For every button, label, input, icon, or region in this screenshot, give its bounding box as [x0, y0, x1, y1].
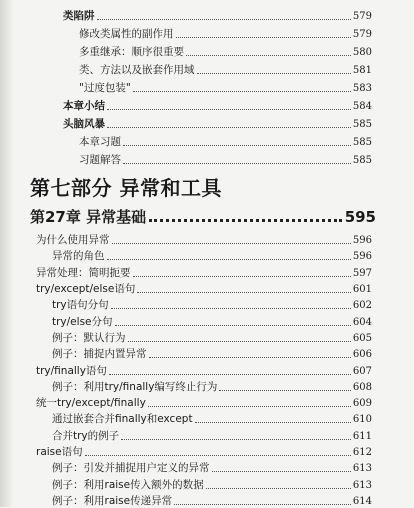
toc-entry-title: 类陷阱 [63, 10, 95, 22]
toc-entry [79, 27, 372, 41]
chapter-heading [30, 208, 376, 226]
dot-leader [97, 19, 351, 20]
toc-entry-page: 607 [352, 365, 372, 377]
toc-entry-page: 604 [352, 316, 372, 328]
toc-entry-title: 例子：捕捉内置异常 [52, 348, 147, 361]
dot-leader [195, 422, 351, 423]
toc-entry-title: "过度包装" [79, 82, 131, 94]
toc-entry-page: 579 [352, 11, 372, 22]
dot-leader [123, 163, 351, 164]
toc-entry-page: 608 [352, 381, 372, 393]
toc-entry-page: 612 [352, 447, 372, 459]
toc-entry-title: 修改类属性的副作用 [79, 28, 174, 40]
chapter-page: 595 [344, 208, 376, 226]
toc-entry [36, 282, 372, 296]
toc-entry-page: 596 [352, 235, 372, 246]
dot-leader [212, 471, 351, 472]
dot-leader [197, 73, 351, 74]
toc-entry [63, 117, 372, 131]
toc-entry-title: raise语句 [36, 446, 83, 459]
toc-entry-title: 例子：引发并捕捉用户定义的异常 [52, 462, 210, 475]
toc-entry-page: 613 [352, 463, 372, 475]
toc-entry-title: try/except/else语句 [36, 282, 136, 295]
toc-entry-page: 610 [352, 414, 372, 426]
toc-entry-page: 579 [352, 29, 372, 40]
dot-leader [219, 390, 350, 391]
toc-entry [79, 81, 372, 95]
toc-entry [63, 99, 372, 113]
toc-entry [52, 249, 372, 263]
dot-leader [149, 219, 342, 222]
toc-entry-title: 例子：利用raise传入额外的数据 [52, 478, 204, 491]
toc-entry-title: try语句分句 [52, 299, 109, 312]
part-title: 第七部分 异常和工具 [30, 176, 222, 200]
dot-leader [206, 488, 351, 489]
toc-entry [52, 315, 372, 329]
toc-entry-title: try/else分句 [52, 315, 113, 328]
toc-entry [52, 331, 372, 345]
toc-entry [52, 494, 372, 508]
dot-leader [107, 127, 351, 128]
toc-entry [52, 478, 372, 492]
toc-entry-page: 605 [352, 332, 372, 344]
toc-entry-page: 585 [352, 155, 372, 166]
toc-entry [79, 45, 372, 59]
toc-entry-page: 584 [352, 101, 372, 112]
toc-entry-page: 601 [352, 283, 372, 295]
dot-leader [133, 91, 351, 92]
dot-leader [128, 341, 351, 342]
toc-entry-page: 614 [352, 496, 372, 507]
toc-entry-title: 头脑风暴 [63, 118, 105, 130]
toc-entry-page: 596 [352, 251, 372, 263]
dot-leader [148, 406, 351, 407]
toc-entry [52, 380, 372, 394]
page-edge-shadow [0, 0, 14, 507]
toc-entry-title: 习题解答 [79, 154, 121, 166]
dot-leader [133, 276, 351, 277]
toc-entry-title: 为什么使用异常 [36, 234, 110, 246]
toc-entry-page: 585 [352, 119, 372, 130]
toc-entry-page: 611 [352, 430, 372, 442]
toc-entry-page: 613 [352, 479, 372, 491]
dot-leader [85, 455, 351, 456]
dot-leader [107, 109, 351, 110]
dot-leader [137, 292, 351, 293]
toc-entry-title: 类、方法以及嵌套作用域 [79, 64, 195, 76]
dot-leader [115, 325, 351, 326]
toc-entry-title: 异常的角色 [52, 250, 105, 263]
toc-entry-title: 统一try/except/finally [36, 397, 146, 410]
toc-entry-title: 例子：默认行为 [52, 331, 126, 344]
dot-leader [174, 504, 351, 505]
toc-entry-title: 本章小结 [63, 100, 105, 112]
toc-entry-title: 通过嵌套合并finally和except [52, 413, 193, 426]
toc-entry-title: 例子：利用try/finally编写终止行为 [52, 380, 218, 393]
toc-entry-page: 606 [352, 349, 372, 361]
toc-entry-title: 多重继承：顺序很重要 [79, 46, 184, 58]
toc-entry-title: 异常处理：简明扼要 [36, 266, 131, 279]
toc-entry [52, 461, 372, 475]
dot-leader [149, 357, 351, 358]
toc-entry-title: 合并try的例子 [52, 429, 120, 442]
toc-entry [36, 445, 372, 459]
dot-leader [112, 243, 351, 244]
toc-entry-page: 581 [352, 65, 372, 76]
toc-entry-page: 609 [352, 398, 372, 410]
toc-entry [79, 153, 372, 167]
dot-leader [109, 374, 351, 375]
dot-leader [176, 37, 351, 38]
toc-entry [52, 347, 372, 361]
toc-entry-page: 597 [352, 267, 372, 279]
toc-entry [36, 266, 372, 280]
toc-entry [52, 298, 372, 312]
toc-entry [79, 135, 372, 149]
dot-leader [186, 55, 351, 56]
toc-entry-title: try/finally语句 [36, 364, 107, 377]
dot-leader [123, 145, 351, 146]
dot-leader [107, 259, 351, 260]
toc-entry-page: 585 [352, 137, 372, 148]
toc-entry-page: 602 [352, 300, 372, 312]
toc-entry [36, 233, 372, 247]
toc-entry [79, 63, 372, 77]
dot-leader [121, 439, 351, 440]
toc-entry-title: 例子：利用raise传递异常 [52, 495, 173, 507]
toc-entry-title: 本章习题 [79, 136, 121, 148]
toc-entry-page: 583 [352, 83, 372, 94]
chapter-title: 第27章 异常基础 [30, 208, 147, 226]
toc-entry-page: 580 [352, 47, 372, 58]
toc-entry [63, 9, 372, 23]
dot-leader [111, 308, 351, 309]
toc-entry [36, 364, 372, 378]
toc-entry [36, 396, 372, 410]
toc-entry [52, 429, 372, 443]
toc-entry [52, 412, 372, 426]
